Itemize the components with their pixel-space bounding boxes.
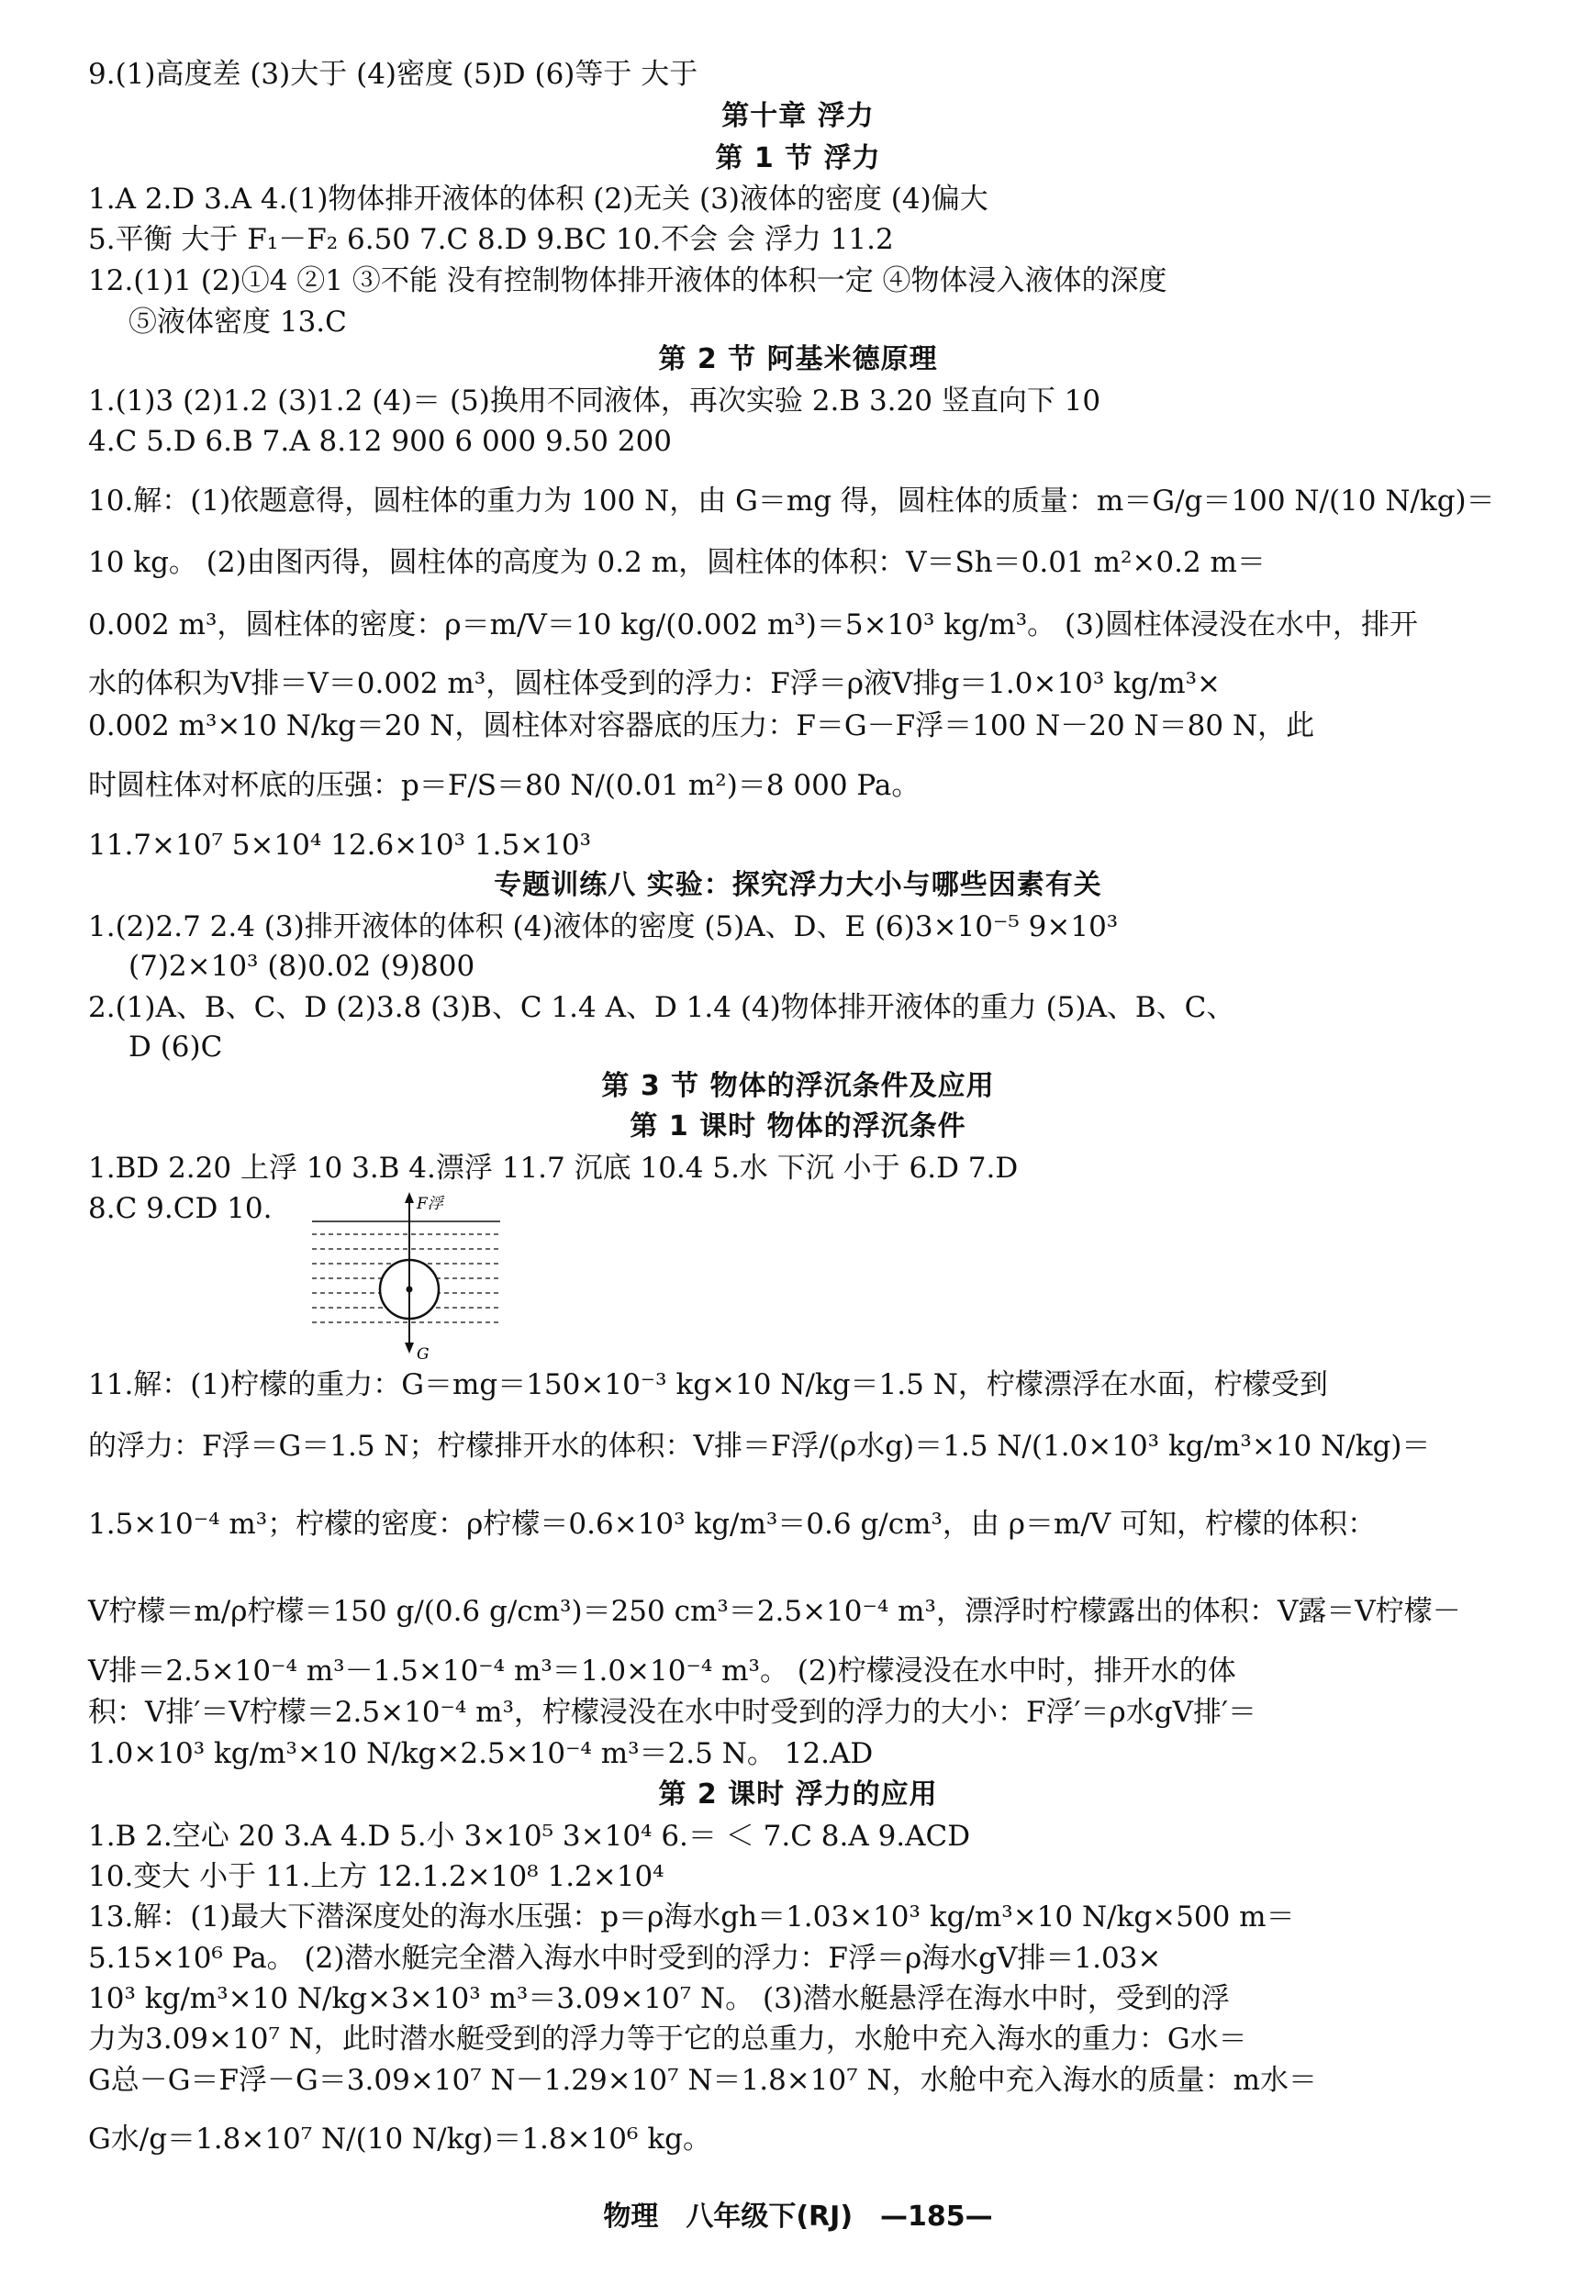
answer-line: 1.A 2.D 3.A 4.(1)物体排开液体的体积 (2)无关 (3)液体的密度 (4)偏大 <box>88 183 988 216</box>
force-diagram <box>303 1188 514 1363</box>
solution-line: V柠檬＝m/ρ柠檬＝150 g/(0.6 g/cm³)＝250 cm³＝2.5×10⁻⁴ m³，漂浮时柠檬露出的体积：V露＝V柠檬－ <box>88 1595 1461 1628</box>
solution-line: 11.解：(1)柠檬的重力：G＝mg＝150×10⁻³ kg×10 N/kg＝1.5 N，柠檬漂浮在水面，柠檬受到 <box>88 1368 1328 1401</box>
solution-line: V排＝2.5×10⁻⁴ m³－1.5×10⁻⁴ m³＝1.0×10⁻⁴ m³。 (2)柠檬浸没在水中时，排开水的体 <box>88 1655 1236 1688</box>
solution-line: 的浮力：F浮＝G＝1.5 N；柠檬排开水的体积：V排＝F浮/(ρ水g)＝1.5 N/(1.0×10³ kg/m³×10 N/kg)＝ <box>88 1430 1431 1463</box>
solution-line: 积：V排′＝V柠檬＝2.5×10⁻⁴ m³，柠檬浸没在水中时受到的浮力的大小：F浮′＝ρ水gV排′＝ <box>88 1696 1257 1729</box>
answer-line: 1.(1)3 (2)1.2 (3)1.2 (4)＝ (5)换用不同液体，再次实验 2.B 3.20 竖直向下 10 <box>88 385 1101 418</box>
solution-line: 5.15×10⁶ Pa。 (2)潜水艇完全潜入海水中时受到的浮力：F浮＝ρ海水gV排＝1.03× <box>88 1942 1162 1975</box>
buoyancy-label: F浮 <box>417 1195 443 1213</box>
answer-line: 8.C 9.CD 10. <box>88 1192 273 1225</box>
answer-line: 9.(1)高度差 (3)大于 (4)密度 (5)D (6)等于 大于 <box>88 58 698 91</box>
solution-line: G水/g＝1.8×10⁷ N/(10 N/kg)＝1.8×10⁶ kg。 <box>88 2123 711 2156</box>
lesson-title: 第 2 课时 浮力的应用 <box>658 1778 938 1811</box>
answer-line: 4.C 5.D 6.B 7.A 8.12 900 6 000 9.50 200 <box>88 425 673 458</box>
solution-line: 13.解：(1)最大下潜深度处的海水压强：p＝ρ海水gh＝1.03×10³ kg/m³×10 N/kg×500 m＝ <box>88 1900 1295 1934</box>
section-title: 专题训练八 实验：探究浮力大小与哪些因素有关 <box>494 869 1102 901</box>
answer-line: 1.BD 2.20 上浮 10 3.B 4.漂浮 11.7 沉底 10.4 5.水 下沉 小于 6.D 7.D <box>88 1152 1019 1185</box>
answer-line: 12.(1)1 (2)①4 ②1 ③不能 没有控制物体排开液体的体积一定 ④物体浸入液体的深度 <box>88 264 1167 297</box>
section-title: 第 3 节 物体的浮沉条件及应用 <box>601 1070 995 1102</box>
solution-line: 1.0×10³ kg/m³×10 N/kg×2.5×10⁻⁴ m³＝2.5 N。 12.AD <box>88 1737 874 1770</box>
page-footer: 物理 八年级下(RJ) —185— <box>603 2201 993 2233</box>
solution-line: 0.002 m³，圆柱体的密度：ρ＝m/V＝10 kg/(0.002 m³)＝5×10³ kg/m³。 (3)圆柱体浸没在水中，排开 <box>88 608 1418 641</box>
solution-line: 10³ kg/m³×10 N/kg×3×10³ m³＝3.09×10⁷ N。 (3)潜水艇悬浮在海水中时，受到的浮 <box>88 1982 1230 2015</box>
solution-line: 1.5×10⁻⁴ m³；柠檬的密度：ρ柠檬＝0.6×10³ kg/m³＝0.6 g/cm³，由 ρ＝m/V 可知，柠檬的体积： <box>88 1508 1377 1541</box>
answer-line: ⑤液体密度 13.C <box>128 306 347 339</box>
answer-line: (7)2×10³ (8)0.02 (9)800 <box>128 950 475 983</box>
answer-line: 1.B 2.空心 20 3.A 4.D 5.小 3×10⁵ 3×10⁴ 6.＝ ＜ 7.C 8.A 9.ACD <box>88 1820 971 1853</box>
solution-line: 10.解：(1)依题意得，圆柱体的重力为 100 N，由 G＝mg 得，圆柱体的质量：m＝G/g＝100 N/(10 N/kg)＝ <box>88 485 1495 518</box>
solution-line: G总－G＝F浮－G＝3.09×10⁷ N－1.29×10⁷ N＝1.8×10⁷ N，水舱中充入海水的质量：m水＝ <box>88 2064 1318 2097</box>
solution-line: 时圆柱体对杯底的压强：p＝F/S＝80 N/(0.01 m²)＝8 000 Pa。 <box>88 769 921 802</box>
answer-line: 2.(1)A、B、C、D (2)3.8 (3)B、C 1.4 A、D 1.4 (4)物体排开液体的重力 (5)A、B、C、 <box>88 991 1235 1024</box>
section-title: 第 1 节 浮力 <box>715 142 881 174</box>
solution-line: 力为3.09×10⁷ N，此时潜水艇受到的浮力等于它的总重力，水舱中充入海水的重力：G水＝ <box>88 2023 1247 2056</box>
lesson-title: 第 1 课时 物体的浮沉条件 <box>630 1110 966 1142</box>
up-arrow-icon <box>405 1192 414 1203</box>
solution-line: 水的体积为V排＝V＝0.002 m³，圆柱体受到的浮力：F浮＝ρ液V排g＝1.0×10³ kg/m³× <box>88 667 1222 700</box>
answer-line: D (6)C <box>128 1031 223 1064</box>
answer-line: 1.(2)2.7 2.4 (3)排开液体的体积 (4)液体的密度 (5)A、D、E (6)3×10⁻⁵ 9×10³ <box>88 910 1119 943</box>
chapter-title: 第十章 浮力 <box>721 100 875 132</box>
answer-line: 10.变大 小于 11.上方 12.1.2×10⁸ 1.2×10⁴ <box>88 1860 664 1893</box>
solution-line: 0.002 m³×10 N/kg＝20 N，圆柱体对容器底的压力：F＝G－F浮＝100 N－20 N＝80 N，此 <box>88 709 1315 742</box>
section-title: 第 2 节 阿基米德原理 <box>658 343 938 375</box>
answer-line: 5.平衡 大于 F₁－F₂ 6.50 7.C 8.D 9.BC 10.不会 会 浮力 11.2 <box>88 223 894 256</box>
solution-line: 10 kg。 (2)由图丙得，圆柱体的高度为 0.2 m，圆柱体的体积：V＝Sh＝0.01 m²×0.2 m＝ <box>88 546 1266 579</box>
answer-line: 11.7×10⁷ 5×10⁴ 12.6×10³ 1.5×10³ <box>88 829 592 862</box>
gravity-label: G <box>417 1345 430 1363</box>
down-arrow-icon <box>405 1343 414 1354</box>
